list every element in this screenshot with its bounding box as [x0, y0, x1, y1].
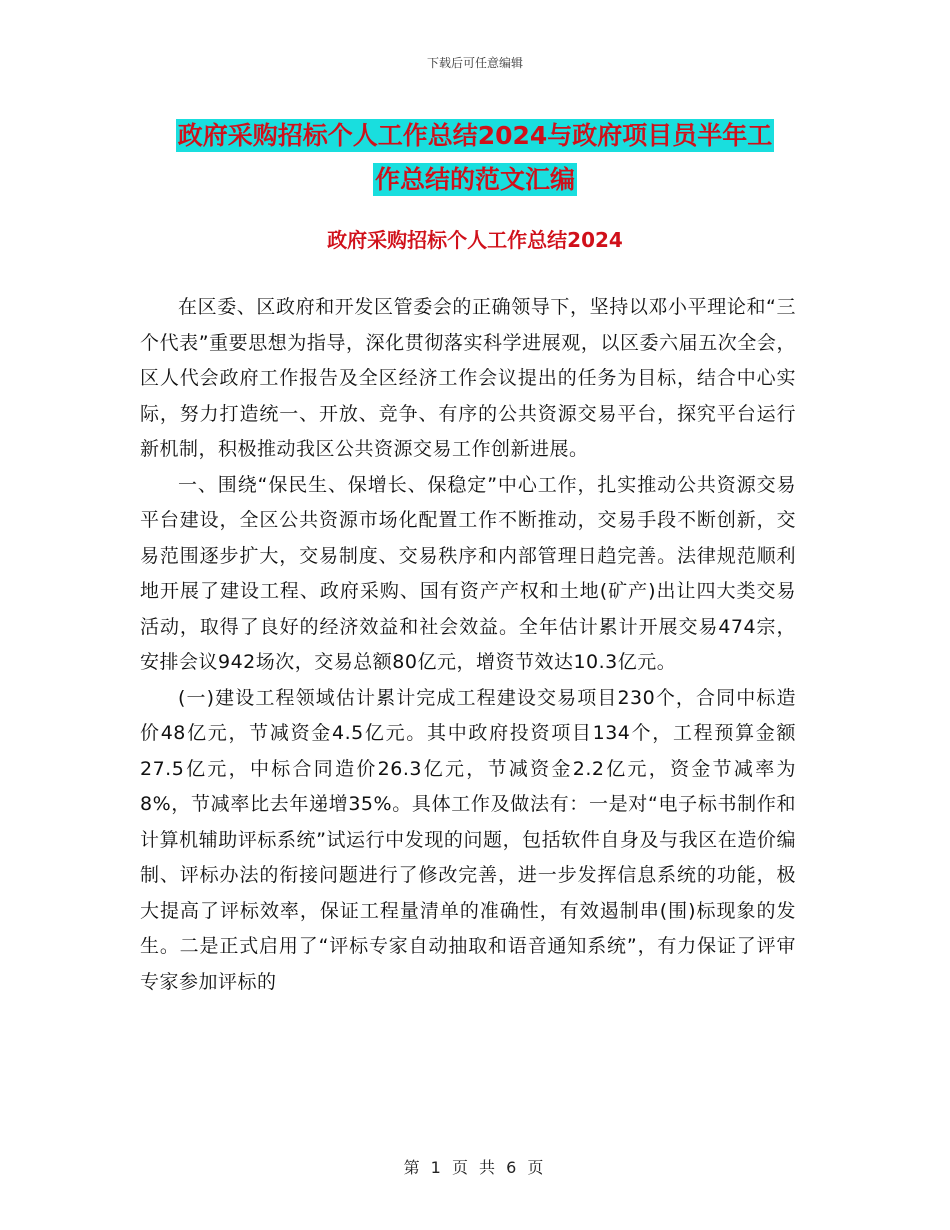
document-title-line-2: 作总结的范文汇编	[374, 165, 575, 194]
document-title-line-1: 政府采购招标个人工作总结2024与政府项目员半年工	[177, 121, 773, 150]
header-note: 下载后可任意编辑	[426, 56, 523, 70]
paragraph: 在区委、区政府和开发区管委会的正确领导下，坚持以邓小平理论和“三个代表”重要思想为指导，深化贯彻落实科学进展观，以区委六届五次全会，区人代会政府工作报告及全区经济工作会议提出的任务为目标，结合中心实际，努力打造统一、开放、竞争、有序的公共资源交易平台，探究平台运行新机制，积极推动我区公共资源交易工作创新进展。	[140, 296, 796, 460]
paragraph: (一)建设工程领域估计累计完成工程建设交易项目230个，合同中标造价48亿元，节减资金4.5亿元。其中政府投资项目134个，工程预算金额27.5亿元，中标合同造价26.3亿元，节减资金2.2亿元，资金节减率为8%，节减率比去年递增35%。具体工作及做法有：一是对“电子标书制作和计算机辅助评标系统”试运行中发现的问题，包括软件自身及与我区在造价编制、评标办法的衔接问题进行了修改完善，进一步发挥信息系统的功能，极大提高了评标效率，保证工程量清单的准确性，有效遏制串(围)标现象的发生。二是正式启用了“评标专家自动抽取和语音通知系统”，有力保证了评审专家参加评标的	[140, 686, 796, 993]
document-title	[140, 114, 810, 202]
paragraph: 一、围绕“保民生、保增长、保稳定”中心工作，扎实推动公共资源交易平台建设，全区公共资源市场化配置工作不断推动，交易手段不断创新，交易范围逐步扩大，交易制度、交易秩序和内部管理日趋完善。法律规范顺利地开展了建设工程、政府采购、国有资产产权和土地(矿产)出让四大类交易活动，取得了良好的经济效益和社会效益。全年估计累计开展交易474宗，安排会议942场次，交易总额80亿元，增资节效达10.3亿元。	[140, 473, 796, 673]
page-number: 第 1 页 共 6 页	[403, 1158, 547, 1177]
document-body	[140, 290, 796, 1000]
section-title: 政府采购招标个人工作总结2024	[327, 228, 623, 252]
